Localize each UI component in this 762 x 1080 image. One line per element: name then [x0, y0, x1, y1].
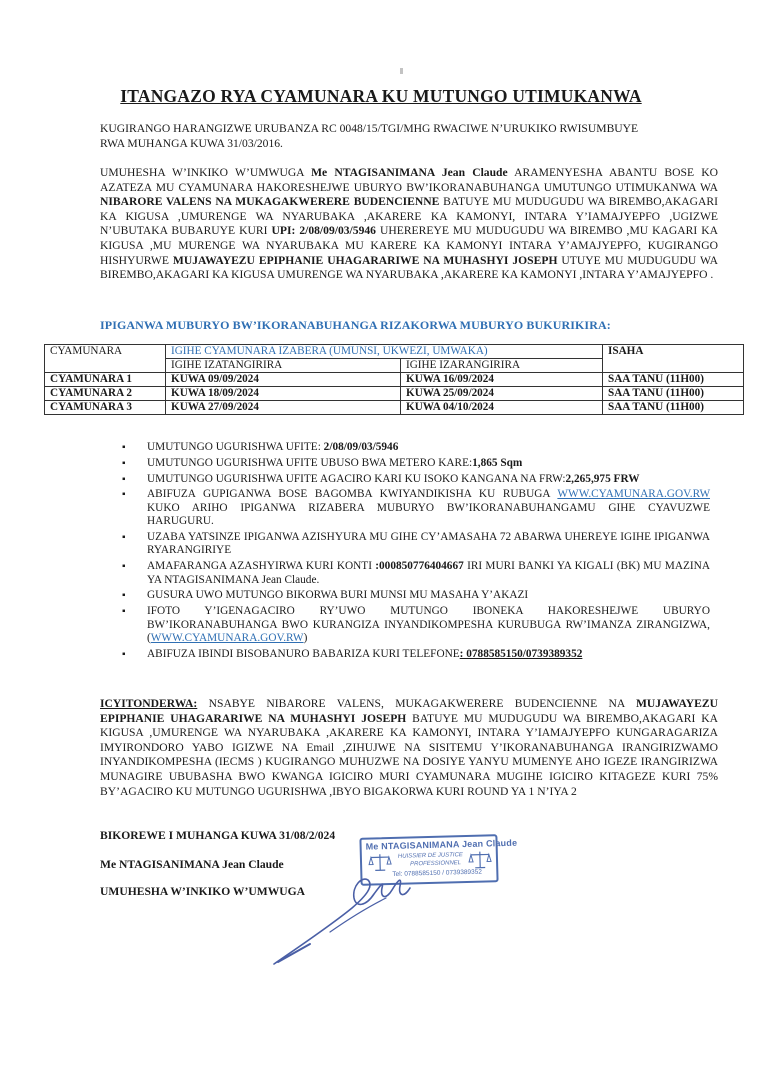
para-text-4: UHEREREYE MU MUDUGUDU WA BIREMBO ,MU KAGARI KA KIGUSA ,MU MURENGE WA NYARUBAKA MU KARERE KA KAMONYI INTARA Y’AMAJYEPFO, KUGIRANGO HISHYURWE	[100, 224, 718, 267]
cyamunara-link[interactable]: WWW.CYAMUNARA.GOV.RW	[557, 488, 710, 501]
stamp-subtitle: PROFESSIONNEL	[410, 860, 462, 868]
table-row	[45, 401, 744, 415]
list-item	[118, 560, 710, 587]
notice-paragraph	[100, 697, 718, 799]
list-item	[118, 605, 710, 645]
notice-text-2: BATUYE MU MUDUGUDU WA BIREMBO,AKAGARI KA KIGUSA ,UMURENGE WA NYARUBAKA ,AKARERE KA KAMONYI, INTARA Y’IAMAJYEPFO KUNGARAGARIZA IMYIRONDORO YABO IGIZWE NA Email ,ZIHUJWE NA SISITEMU Y’IKORANABUHANGA IRANGIRIZWAMO INYANDIKOMPESHA (IECMS ) KUGIRANGO MUHUZWE NA DOSIYE YANYU MUMENYE AHO IGEZE IRANGIRIZWA MUNAGIRE UBUBASHA BWO KWANGA IGICIRO MURI CYAMUNARA MUGIHE IGICIRO KITAGEZE KURI 75% BY’AGACIRO KU MUTUNGO UGURISHWA ,IBYO BIGAKORWA KURI ROUND YA 1 N’IYA 2	[100, 711, 718, 798]
para-text-1: UMUHESHA W’INKIKO W’UMWUGA	[100, 166, 312, 179]
list-item	[118, 648, 710, 661]
notice-label: ICYITONDERWA:	[100, 697, 198, 710]
handwritten-signature	[270, 860, 440, 970]
area-label: UMUTUNGO UGURISHWA UFITE UBUSO BWA METERO KARE:	[147, 456, 473, 469]
list-item	[118, 488, 710, 528]
valuation-close: )	[303, 632, 308, 645]
stamp-phone: Tel: 0788585150 / 0739389352	[392, 868, 483, 878]
scan-speck	[400, 68, 403, 74]
table-header-row	[45, 345, 744, 359]
phone-label: ABIFUZA IBINDI BISOBANURO BABARIZA KURI TELEFONE	[147, 647, 460, 660]
para-text-3: BATUYE MU MUDUGUDU WA BIREMBO,AKAGARI KA KIGUSA ,UMURENGE WA NYARUBAKA ,AKARERE KA KAMONYI, INTARA Y’IAMAJYEPFO ,UGIZWE N’UBUTAKA BUBARUYE KURI	[100, 195, 718, 238]
signer-name: Me NTAGISANIMANA Jean Claude	[100, 858, 284, 871]
para-text-2: ARAMENYESHA ABANTU BOSE KO AZATEZA MU CYAMUNARA HAKORESHEJWE UBURYO BW’IKORANABUHANGA UMUTUNGO UTIMUKANWA WA	[100, 166, 718, 194]
row-name: CYAMUNARA 3	[45, 401, 166, 415]
registration-text-2: KUKO ARIHO IPIGANWA RIZABERA MUBURYO BW’IKORANABUHANGAMU GIHE CYAVUZWE HARUGURU.	[147, 501, 710, 528]
row-end: KUWA 25/09/2024	[401, 387, 603, 401]
bailiff-name: Me NTAGISANIMANA Jean Claude	[311, 166, 508, 179]
upi-label: UMUTUNGO UGURISHWA UFITE:	[147, 441, 324, 453]
upi-value: 2/08/09/03/5946	[323, 441, 399, 453]
area-value: 1,865 Sqm	[472, 456, 523, 469]
row-start: KUWA 27/09/2024	[166, 401, 401, 415]
value-label: UMUTUNGO UGURISHWA UFITE AGACIRO KARI KU ISOKO KANGANA NA FRW:	[147, 472, 566, 485]
visit-text: GUSURA UWO MUTUNGO BIKORWA BURI MUNSI MU MASAHA Y’AKAZI	[147, 589, 529, 602]
value-amount: 2,265,975 FRW	[565, 472, 640, 485]
row-time: SAA TANU (11H00)	[603, 401, 744, 415]
row-end: KUWA 04/10/2024	[401, 401, 603, 415]
header-cyamunara: CYAMUNARA	[45, 345, 166, 373]
account-bank-text: IRI MURI BANKI YA KIGALI (BK) MU MAZINA YA NTAGISANIMANA Jean Claude.	[147, 560, 710, 586]
list-item	[118, 457, 710, 470]
notice-text-1: NSABYE NIBARORE VALENS, MUKAGAKWERERE BUDENCIENNE NA	[197, 697, 636, 710]
signing-date: BIKOREWE I MUHANGA KUWA 31/08/2/024	[100, 829, 336, 842]
notice-creditor: MUJAWAYEZU EPIPHANIE UHAGARARIWE NA MUHASHYI JOSEPH	[100, 697, 718, 725]
para-text-5: UTUYE MU MUDUGUDU WA BIREMBO,AKAGARI KA KIGUSA UMURENGE WA NYARUBAKA ,AKARERE KA KAMONYI ,INTARA Y’AMAJYEPFO .	[100, 253, 718, 282]
signer-role: UMUHESHA W’INKIKO W’UMWUGA	[100, 885, 306, 898]
row-end: KUWA 16/09/2024	[401, 373, 603, 387]
table-row	[45, 373, 744, 387]
list-item	[118, 473, 710, 486]
stamp-name: Me NTAGISANIMANA Jean Claude	[365, 837, 518, 852]
list-item	[118, 589, 710, 602]
document-title: ITANGAZO RYA CYAMUNARA KU MUTUNGO UTIMUKANWA	[120, 86, 642, 106]
upi-number: UPI: 2/08/09/03/5946	[271, 224, 376, 238]
account-number: :000850776404667	[375, 560, 464, 573]
owners-names: NIBARORE VALENS NA MUKAGAKWERERE BUDENCIENNE	[100, 195, 440, 209]
list-item	[118, 441, 710, 454]
row-time: SAA TANU (11H00)	[603, 387, 744, 401]
header-igihe: IGIHE CYAMUNARA IZABERA (UMUNSI, UKWEZI, UMWAKA)	[166, 345, 603, 359]
row-start: KUWA 18/09/2024	[166, 387, 401, 401]
intro-paragraph	[100, 122, 718, 151]
cyamunara-link-2[interactable]: WWW.CYAMUNARA.GOV.RW	[150, 632, 304, 645]
row-start: KUWA 09/09/2024	[166, 373, 401, 387]
stamp-title: HUISSIER DE JUSTICE	[397, 852, 463, 860]
header-end: IGIHE IZARANGIRIRA	[401, 359, 603, 373]
header-isaha: ISAHA	[603, 345, 744, 373]
scales-icon	[468, 849, 493, 870]
creditor-name: MUJAWAYEZU EPIPHANIE UHAGARARIWE NA MUHASHYI JOSEPH	[172, 253, 558, 267]
auction-schedule-table	[44, 344, 744, 415]
row-name: CYAMUNARA 2	[45, 387, 166, 401]
registration-text: ABIFUZA GUPIGANWA BOSE BAGOMBA KWIYANDIKISHA KU RUBUGA	[147, 488, 558, 501]
header-start: IGIHE IZATANGIRIRA	[166, 359, 401, 373]
auction-method-heading: IPIGANWA MUBURYO BW’IKORANABUHANGA RIZAKORWA MUBURYO BUKURIKIRA:	[100, 318, 611, 332]
announcement-paragraph	[100, 166, 718, 283]
valuation-text: IFOTO Y’IGENAGACIRO RY’UWO MUTUNGO IBONEKA HAKORESHEJWE UBURYO BW’IKORANABUHANGA BWO KURANGIZA INYANDIKOMPESHA KURUBUGA RW’IMANZA ZIRANGIZWA, (	[147, 605, 710, 645]
payment-deadline-text: UZABA YATSINZE IPIGANWA AZISHYURA MU GIHE CY’AMASAHA 72 ABARWA UHEREYE IGIHE IPIGANWA RYARANGIRIYE	[147, 531, 710, 557]
account-label: AMAFARANGA AZASHYIRWA KURI KONTI	[147, 560, 376, 573]
phone-numbers: : 0788585150/0739389352	[459, 647, 583, 660]
intro-line-1: KUGIRANGO HARANGIZWE URUBANZA RC 0048/15/TGI/MHG RWACIWE N’URUKIKO RWISUMBUYE	[100, 122, 639, 135]
list-item	[118, 531, 710, 558]
row-time: SAA TANU (11H00)	[603, 373, 744, 387]
intro-line-2: RWA MUHANGA KUWA 31/03/2016.	[100, 136, 283, 150]
table-row	[45, 387, 744, 401]
row-name: CYAMUNARA 1	[45, 373, 166, 387]
details-list	[118, 441, 710, 664]
